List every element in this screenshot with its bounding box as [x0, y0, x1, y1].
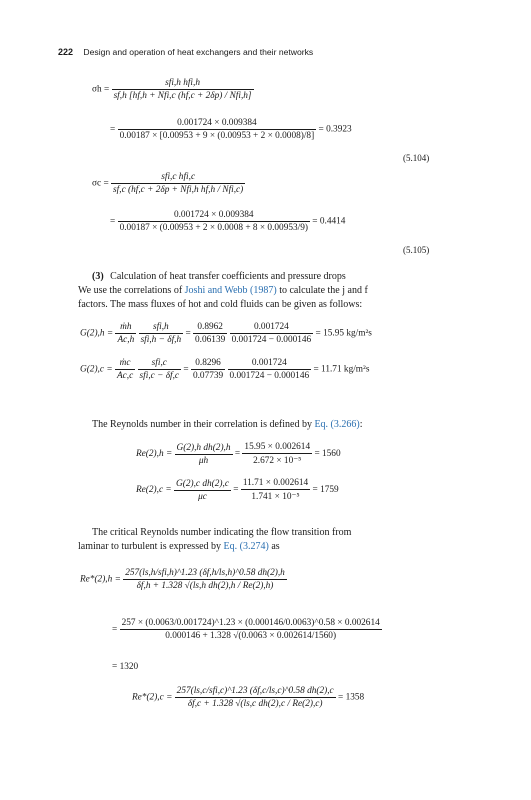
eq-result: = 0.4414: [312, 216, 346, 227]
page-number: 222: [58, 47, 74, 57]
equation-reference-link[interactable]: Eq. (3.274): [223, 541, 269, 552]
equation-reference-link[interactable]: Eq. (3.266): [314, 419, 360, 430]
denominator: sf,h [hf,h + Nfi,c (hf,c + 2δp) / Nfi,h]: [113, 91, 252, 101]
critical-reynolds-hot-result: = 1320: [112, 662, 139, 672]
paragraph-line: The critical Reynolds number indicating the flow transition from: [92, 527, 352, 538]
critical-reynolds-cold-equation: Re*(2),c = $\frac{\text{257(ls,c/sfi,c)\textasciicircum{}1.23 (δf,c/ls,c)\textasciicircum{}0.58 dh(2),c}}{\text{δf,c + 1.328 √(ls,c dh(2),c / Re(2),c)}}$ = 1358: [132, 686, 365, 709]
paragraph-line: factors. The mass fluxes of hot and cold fluids can be given as follows:: [78, 299, 363, 310]
equation-5-105-symbolic: [92, 172, 245, 195]
numerator: 0.001724 × 0.009384: [118, 210, 310, 222]
equation-5-105-numeric: = $\frac{0.001724 \times 0.009384}{0.00187 \times (0.00953 + 2 \times 0.0008 + 8 \times 0.00953/9)}$ = 0.4414: [110, 210, 346, 233]
reynolds-cold-equation: Re(2),c = $\frac{\text{G(2),c dh(2),c}}{\mu c}$ = $\frac{11.71 \times 0.002614}{\text{1.741 × 10⁻⁵}}$ = 1759: [136, 478, 339, 502]
paragraph-line: The Reynolds number in their correlation is defined by Eq. (3.266):: [92, 419, 363, 430]
critical-reynolds-hot-numeric: = 257 × (0.0063/0.001724)^1.23 × (0.000146/0.0063)^0.58 × 0.002614 0.000146 + 1.328 √(0.0063 × 0.002614/1560): [112, 618, 380, 641]
paragraph-line: laminar to turbulent is expressed by Eq. (3.274) as: [78, 541, 280, 552]
equation-5-104-numeric: = $\frac{0.001724 \times 0.009384}{0.00187 \times [0.00953 + 9 \times (0.00953 + 2 \times 0.0008)/8]}$ = 0.3923: [110, 118, 352, 141]
section-label: (3): [92, 271, 104, 282]
eq-result: = 0.3923: [318, 124, 352, 135]
citation-link[interactable]: Joshi and Webb (1987): [184, 285, 277, 296]
equation-number: (5.105): [403, 245, 430, 255]
numerator: sfi,c hfi,c: [111, 172, 245, 184]
fraction: [118, 118, 317, 141]
equation-number: (5.104): [403, 153, 430, 163]
eq-lhs: σc =: [92, 178, 109, 189]
denominator: 0.00187 × [0.00953 + 9 × (0.00953 + 2 × 0.0008)/8]: [119, 131, 315, 141]
running-title: Design and operation of heat exchangers and their networks: [83, 47, 314, 57]
running-header: [58, 47, 313, 57]
section-heading: [92, 270, 346, 284]
eq-lhs: σh =: [92, 84, 110, 95]
fraction: [111, 172, 245, 195]
denominator: sf,c (hf,c + 2δp + Nfi,h hf,h / Nfi,c): [113, 185, 244, 195]
reynolds-hot-equation: Re(2),h = $\frac{\text{G(2),h dh(2),h}}{\mu h}$ = $\frac{15.95 \times 0.002614}{\text{2.672 × 10⁻⁵}}$ = 1560: [136, 442, 341, 466]
section-title: Calculation of heat transfer coefficients and pressure drops: [110, 271, 346, 282]
paragraph-line: We use the correlations of Joshi and Webb (1987) to calculate the j and f: [78, 285, 368, 296]
critical-reynolds-hot-symbolic: Re*(2),h = $\frac{\text{257(ls,h/sfi,h)\textasciicircum{}1.23 (δf,h/ls,h)\textasciicircum{}0.58 dh(2),h}}{\text{δf,h + 1.328 √(ls,h dh(2),h / Re(2),h)}}$: [80, 568, 285, 591]
denominator: 0.00187 × (0.00953 + 2 × 0.0008 + 8 × 0.00953/9): [119, 223, 308, 233]
fraction: [112, 78, 254, 101]
equation-5-104-symbolic: [92, 78, 254, 101]
numerator: 0.001724 × 0.009384: [118, 118, 317, 130]
mass-flux-cold-equation: G(2),c = $\frac{\text{ṁc}}{Ac,c}$ $\frac{\text{sfi,c}}{\text{sfi,c − δf,c}}$ = $\frac{0.8296}{0.07739}$ $\frac{0.001724}{0.001724 - 0.000146}$ = 11.71 kg/m²s: [80, 358, 370, 381]
fraction: [118, 210, 310, 233]
numerator: sfi,h hfi,h: [112, 78, 254, 90]
mass-flux-hot-equation: G(2),h = $\frac{\text{ṁh}}{Ac,h}$ $\frac{\text{sfi,h}}{\text{sfi,h − δf,h}}$ = $\frac{0.8962}{0.06139}$ $\frac{0.001724}{0.001724 - 0.000146}$ = 15.95 kg/m²s: [80, 322, 372, 345]
